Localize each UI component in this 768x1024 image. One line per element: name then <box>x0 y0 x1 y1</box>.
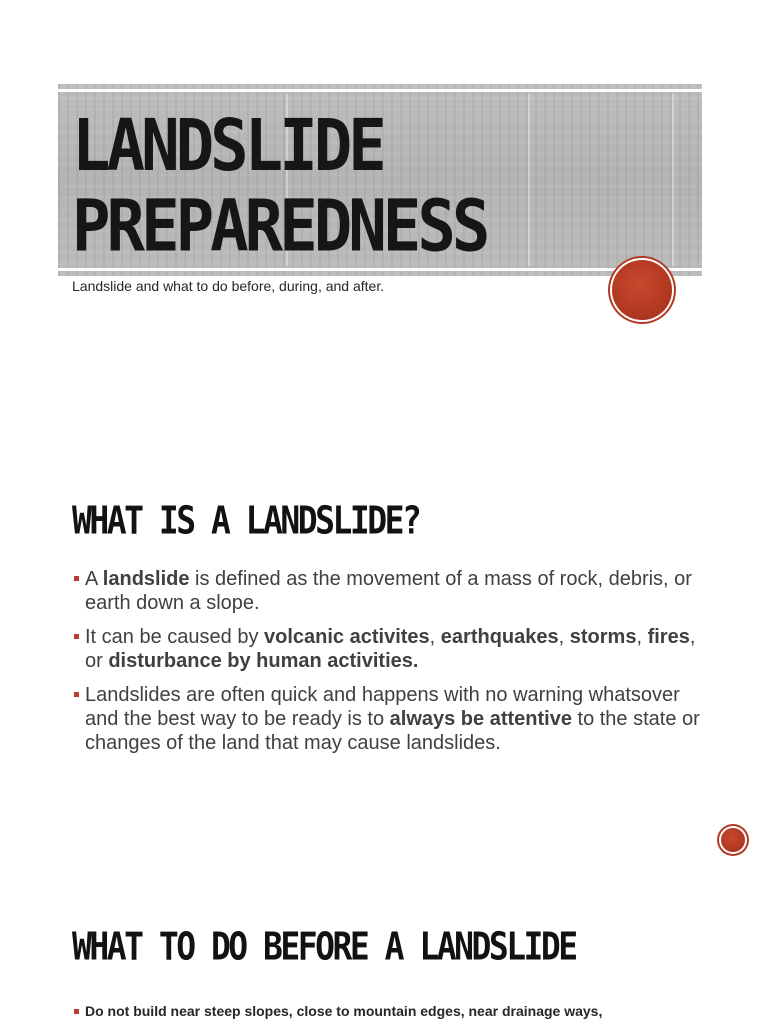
text-segment: , <box>636 626 648 648</box>
slide-title <box>72 106 486 267</box>
text-segment: Landslides are often quick and happens with no warning whatsover and the best way to be ready is to <box>85 684 680 730</box>
list-item <box>72 625 702 673</box>
before-bullet-list <box>72 1001 702 1021</box>
list-item <box>72 683 702 755</box>
bold-term: always be attentive <box>389 708 572 730</box>
text-segment: is defined as the movement of a mass of rock, debris, or earth down a slope. <box>85 568 692 614</box>
definition-bullet-list <box>72 567 702 765</box>
section-heading-before: WHAT TO DO BEFORE A LANDSLIDE <box>72 924 576 969</box>
text-segment: , or <box>85 626 696 672</box>
bold-term: fires <box>647 626 690 648</box>
bold-term: volcanic activites <box>264 626 430 648</box>
banner-texture-line <box>528 94 530 266</box>
decorative-circle-large <box>612 260 672 320</box>
bold-term: storms <box>569 626 637 648</box>
text-segment: , <box>558 626 570 648</box>
bold-term: disturbance by human activities. <box>108 650 419 672</box>
slide-title-line2: PREPAREDNESS <box>72 185 487 269</box>
text-segment: to the state or changes of the land that may cause landslides. <box>85 708 700 754</box>
list-item <box>72 567 702 615</box>
text-segment: A <box>85 568 103 590</box>
section-heading-what-is: WHAT IS A LANDSLIDE? <box>72 498 420 543</box>
text-segment: It can be caused by <box>85 626 265 648</box>
title-banner <box>58 84 702 276</box>
list-item: Do not build near steep slopes, close to mountain edges, near drainage ways, <box>72 1001 702 1021</box>
banner-texture-line <box>672 94 674 266</box>
bold-term: earthquakes <box>440 626 559 648</box>
slide-subtitle: Landslide and what to do before, during, and after. <box>72 278 385 294</box>
slide-title-line1: LANDSLIDE <box>72 104 383 188</box>
decorative-circle-small <box>721 828 745 852</box>
text-segment: , <box>429 626 441 648</box>
bold-term: landslide <box>102 568 190 590</box>
